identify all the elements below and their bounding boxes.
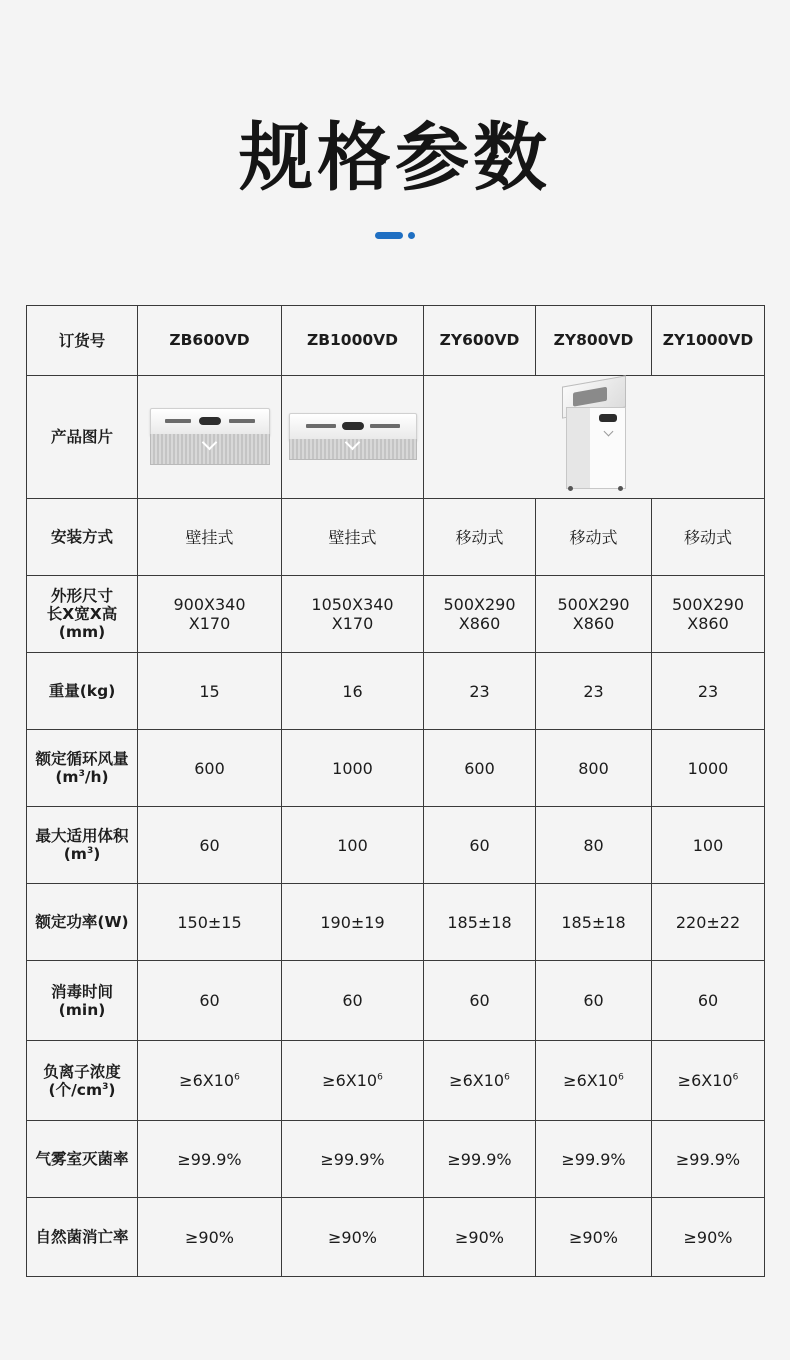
row-volume xyxy=(27,807,765,884)
model-zb1000vd: ZB1000VD xyxy=(282,306,424,376)
install-value: 移动式 xyxy=(652,499,765,576)
label-time: 消毒时间 (min) xyxy=(27,961,138,1041)
row-ion xyxy=(27,1041,765,1121)
airflow-value: 600 xyxy=(138,730,282,807)
ion-value: $\ge 6X10^6$ xyxy=(536,1041,652,1121)
natural-value: ≥90% xyxy=(282,1198,424,1277)
volume-value: 100 xyxy=(282,807,424,884)
picture-zb600vd xyxy=(138,376,282,499)
weight-value: 23 xyxy=(652,653,765,730)
row-power xyxy=(27,884,765,961)
weight-value: 23 xyxy=(536,653,652,730)
ion-value: $\ge 6X10^6$ xyxy=(282,1041,424,1121)
model-zy800vd: ZY800VD xyxy=(536,306,652,376)
row-airflow xyxy=(27,730,765,807)
wall-unit-image xyxy=(150,408,270,466)
dimensions-value: 1050X340 X170 xyxy=(282,576,424,653)
volume-value: 60 xyxy=(138,807,282,884)
mobile-unit-image xyxy=(558,381,630,493)
power-value: 150±15 xyxy=(138,884,282,961)
time-value: 60 xyxy=(652,961,765,1041)
page-title: 规格参数 xyxy=(239,115,551,201)
time-value: 60 xyxy=(282,961,424,1041)
time-value: 60 xyxy=(536,961,652,1041)
label-install: 安装方式 xyxy=(27,499,138,576)
model-zy1000vd: ZY1000VD xyxy=(652,306,765,376)
row-dimensions xyxy=(27,576,765,653)
natural-value: ≥90% xyxy=(536,1198,652,1277)
aerosol-value: ≥99.9% xyxy=(536,1121,652,1198)
natural-value: ≥90% xyxy=(138,1198,282,1277)
label-natural: 自然菌消亡率 xyxy=(27,1198,138,1277)
label-aerosol: 气雾室灭菌率 xyxy=(27,1121,138,1198)
aerosol-value: ≥99.9% xyxy=(282,1121,424,1198)
model-zb600vd: ZB600VD xyxy=(138,306,282,376)
label-product-picture: 产品图片 xyxy=(27,376,138,499)
label-power: 额定功率(W) xyxy=(27,884,138,961)
label-dimensions: 外形尺寸 长X宽X高 (mm) xyxy=(27,576,138,653)
volume-value: 60 xyxy=(424,807,536,884)
time-value: 60 xyxy=(138,961,282,1041)
row-aerosol xyxy=(27,1121,765,1198)
volume-value: 80 xyxy=(536,807,652,884)
power-value: 185±18 xyxy=(424,884,536,961)
ion-value: $\ge 6X10^6$ xyxy=(138,1041,282,1121)
row-natural xyxy=(27,1198,765,1277)
model-zy600vd: ZY600VD xyxy=(424,306,536,376)
row-order-number xyxy=(27,306,765,376)
spec-table xyxy=(26,305,765,1277)
ion-value: $\ge 6X10^6$ xyxy=(652,1041,765,1121)
divider-dash xyxy=(375,232,403,239)
natural-value: ≥90% xyxy=(424,1198,536,1277)
label-ion: 负离子浓度 (个$/cm^3$) xyxy=(27,1041,138,1121)
install-value: 移动式 xyxy=(536,499,652,576)
weight-value: 23 xyxy=(424,653,536,730)
install-value: 壁挂式 xyxy=(138,499,282,576)
ion-value: $\ge 6X10^6$ xyxy=(424,1041,536,1121)
picture-zy-series xyxy=(424,376,765,499)
airflow-value: 800 xyxy=(536,730,652,807)
time-value: 60 xyxy=(424,961,536,1041)
power-value: 220±22 xyxy=(652,884,765,961)
label-volume: 最大适用体积 $(m^3)$ xyxy=(27,807,138,884)
dimensions-value: 500X290 X860 xyxy=(424,576,536,653)
row-product-picture xyxy=(27,376,765,499)
install-value: 壁挂式 xyxy=(282,499,424,576)
row-install xyxy=(27,499,765,576)
aerosol-value: ≥99.9% xyxy=(138,1121,282,1198)
airflow-value: 1000 xyxy=(282,730,424,807)
row-time xyxy=(27,961,765,1041)
power-value: 190±19 xyxy=(282,884,424,961)
airflow-value: 600 xyxy=(424,730,536,807)
dimensions-value: 500X290 X860 xyxy=(536,576,652,653)
natural-value: ≥90% xyxy=(652,1198,765,1277)
divider-dot xyxy=(408,232,415,239)
label-order-number: 订货号 xyxy=(27,306,138,376)
install-value: 移动式 xyxy=(424,499,536,576)
label-weight: 重量(kg) xyxy=(27,653,138,730)
picture-zb1000vd xyxy=(282,376,424,499)
dimensions-value: 900X340 X170 xyxy=(138,576,282,653)
aerosol-value: ≥99.9% xyxy=(424,1121,536,1198)
power-value: 185±18 xyxy=(536,884,652,961)
airflow-value: 1000 xyxy=(652,730,765,807)
dimensions-value: 500X290 X860 xyxy=(652,576,765,653)
label-airflow: 额定循环风量 $(m^3/h)$ xyxy=(27,730,138,807)
weight-value: 15 xyxy=(138,653,282,730)
volume-value: 100 xyxy=(652,807,765,884)
row-weight xyxy=(27,653,765,730)
wall-unit-image xyxy=(289,413,417,461)
weight-value: 16 xyxy=(282,653,424,730)
aerosol-value: ≥99.9% xyxy=(652,1121,765,1198)
